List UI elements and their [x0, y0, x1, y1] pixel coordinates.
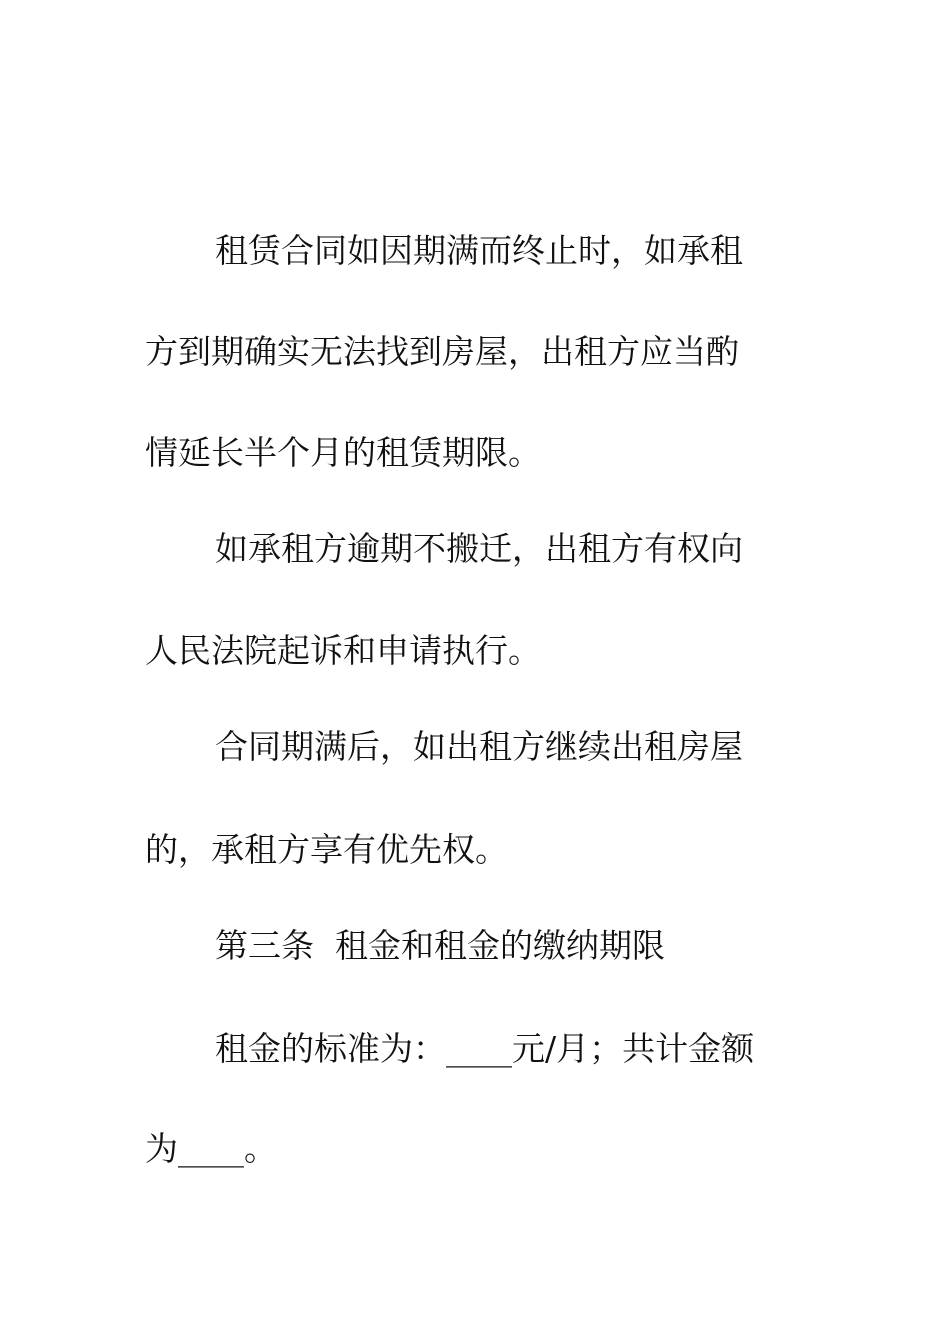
section-heading: 第三条 租金和租金的缴纳期限	[215, 926, 665, 965]
paragraph-line: 的，承租方享有优先权。	[145, 830, 508, 869]
paragraph-line: 租赁合同如因期满而终止时，如承租	[215, 231, 743, 270]
paragraph-line: 合同期满后，如出租方继续出租房屋	[215, 727, 743, 766]
paragraph-line: 情延长半个月的租赁期限。	[145, 433, 541, 472]
paragraph-line: 租金的标准为：____元/月；共计金额	[215, 1029, 755, 1068]
paragraph-line: 方到期确实无法找到房屋，出租方应当酌	[145, 332, 739, 371]
paragraph-line: 人民法院起诉和申请执行。	[145, 631, 541, 670]
paragraph-line: 为____。	[145, 1129, 277, 1168]
paragraph-line: 如承租方逾期不搬迁，出租方有权向	[215, 529, 743, 568]
